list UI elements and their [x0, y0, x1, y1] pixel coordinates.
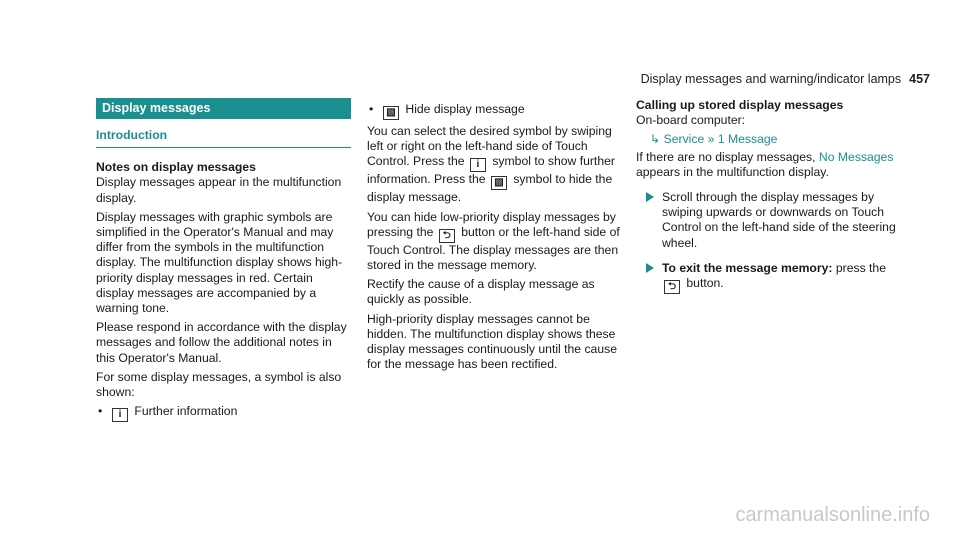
- list-item-text: Further information: [134, 404, 238, 419]
- paragraph: For some display messages, a symbol is also shown:: [96, 369, 342, 400]
- page-header: [641, 72, 930, 86]
- paragraph: Please respond in accordance with the display messages and follow the additional notes in this Operator's Manual.: [96, 320, 347, 365]
- menu-message: 1 Message: [717, 132, 778, 147]
- header-title: Display messages and warning/indicator lamps: [640, 72, 902, 86]
- step-text: press the: [835, 260, 886, 275]
- info-icon: i: [112, 408, 128, 422]
- menu-path: [636, 132, 896, 147]
- text: button or the left-hand side of Touch Control. The display messages are then stored in the message memory.: [367, 224, 620, 273]
- paragraph: Rectify the cause of a display message as quickly as possible.: [367, 277, 595, 307]
- text: appears in the multifunction display.: [636, 164, 829, 179]
- paragraph: Display messages appear in the multifunction display.: [96, 175, 342, 205]
- step-item: [636, 261, 896, 294]
- notes-heading: Notes on display messages: [96, 160, 256, 175]
- paragraph: Display messages with graphic symbols are simplified in the Operator's Manual and may differ from the symbols in the multifunction display. The multifunction display shows high-priority display messages in red. Certain display messages are accompanied by a warning tone.: [96, 209, 343, 316]
- watermark: carmanualsonline.info: [735, 504, 930, 526]
- step-text: Scroll through the display messages by swiping upwards or downwards on Touch Control on the left-hand side of the steering wheel.: [662, 190, 896, 250]
- text: You can hide low-priority display messages by pressing the: [367, 209, 616, 239]
- step-bold: To exit the message memory:: [662, 260, 833, 275]
- info-icon: i: [470, 158, 486, 172]
- list-item: [367, 102, 622, 120]
- list-item: [96, 404, 351, 422]
- next-icon: »: [707, 132, 715, 147]
- paragraph: [367, 210, 622, 274]
- menu-service: Service: [663, 132, 705, 147]
- text: symbol to show further information. Press the: [367, 154, 615, 187]
- page-number: 457: [909, 72, 930, 86]
- hide-message-icon: ▧: [491, 176, 507, 190]
- back-button-icon: ⮌: [664, 280, 680, 294]
- text: symbol to hide the display message.: [367, 172, 613, 205]
- step-triangle-icon: [646, 192, 654, 202]
- step-text: button.: [686, 276, 724, 291]
- no-messages-label: No Messages: [818, 149, 894, 164]
- column-3: [636, 98, 896, 304]
- arrow-icon: ↳: [650, 132, 661, 147]
- section-subheading: Introduction: [96, 128, 351, 148]
- step-item: [636, 190, 896, 251]
- step-triangle-icon: [646, 263, 654, 273]
- paragraph: [636, 150, 896, 180]
- paragraph: High-priority display messages cannot be hidden. The multifunction display shows these display messages continuously until the cause for the message has been rectified.: [367, 311, 617, 372]
- column-2: [367, 98, 622, 376]
- paragraph: On-board computer:: [636, 113, 746, 128]
- text: If there are no display messages,: [636, 149, 816, 164]
- text: You can select the desired symbol by swiping left or right on the left-hand side of Touch Control. Press the: [367, 124, 612, 169]
- back-button-icon: ⮌: [439, 229, 455, 243]
- column-1: [96, 98, 351, 426]
- paragraph: [367, 124, 622, 206]
- stored-messages-heading: Calling up stored display messages: [636, 98, 844, 112]
- hide-message-icon: ▧: [383, 106, 399, 120]
- section-banner: Display messages: [96, 98, 351, 119]
- list-item-text: Hide display message: [405, 102, 525, 116]
